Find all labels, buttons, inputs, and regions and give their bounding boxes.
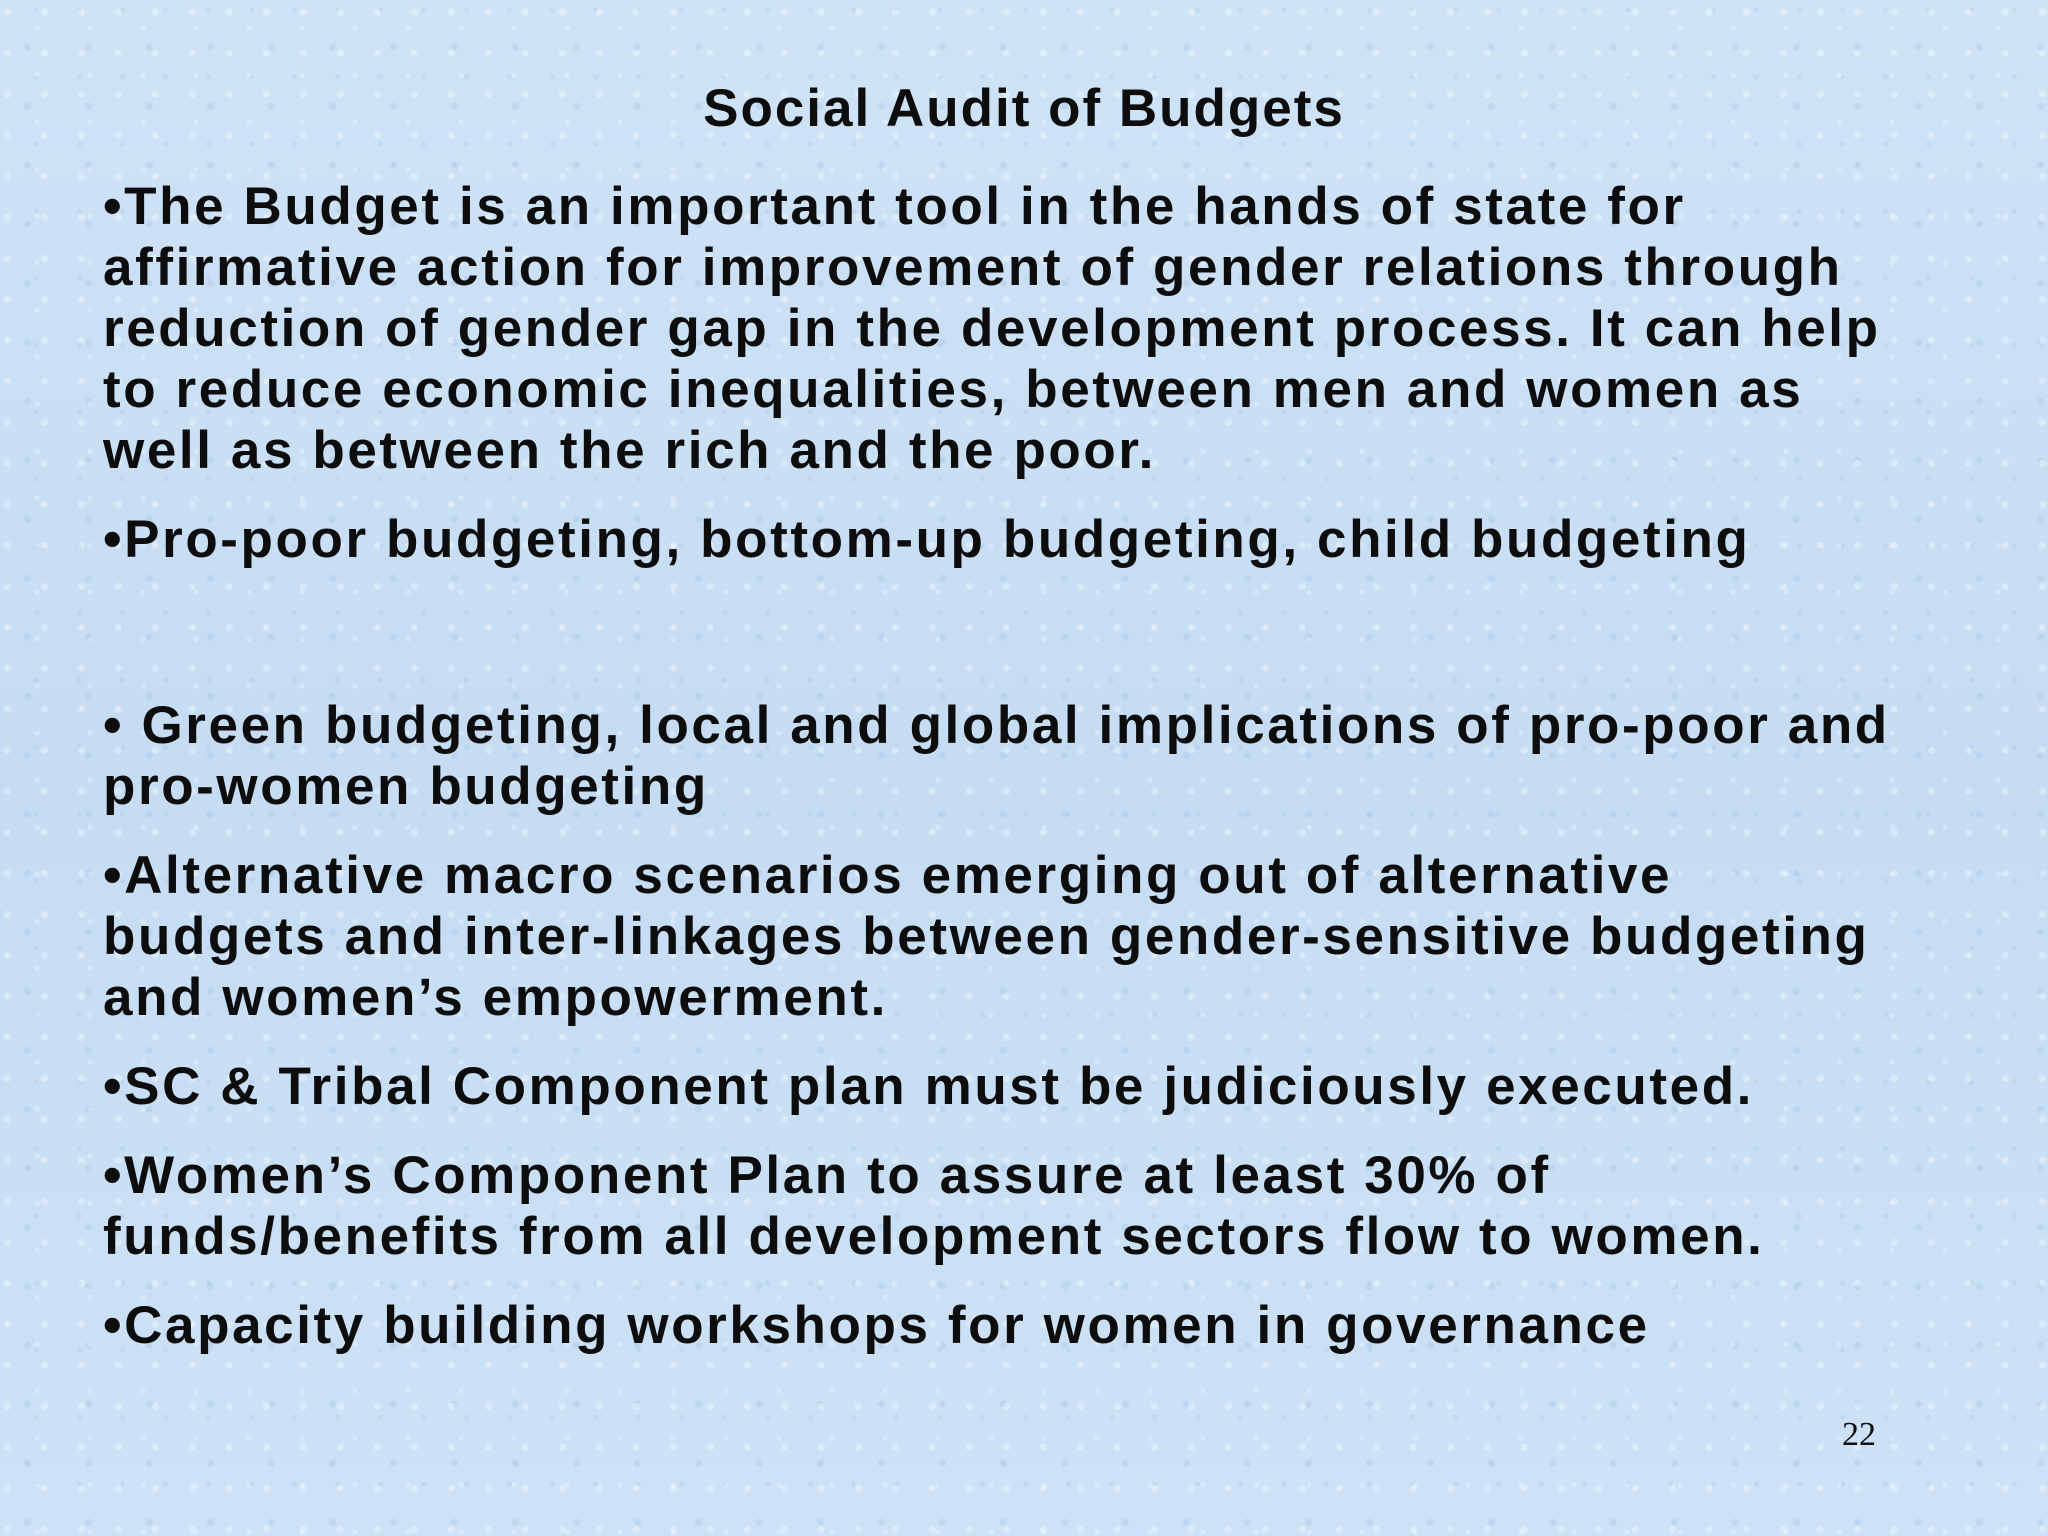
slide-title: Social Audit of Budgets [703, 79, 1345, 138]
bullet-line: •Capacity building workshops for women in governance [103, 1296, 1650, 1355]
bullet-capacity-building [103, 1295, 2028, 1356]
bullet-sc-tribal [103, 1056, 2028, 1117]
bullet-line: •Alternative macro scenarios emerging out of alternative [103, 846, 1673, 905]
bullet-line: •The Budget is an important tool in the hands of state for [103, 177, 1686, 236]
bullet-line: budgets and inter-linkages between gender-sensitive budgeting [103, 907, 1870, 966]
bullet-green-budgeting [103, 695, 2028, 817]
page-number: 22 [1842, 1416, 1876, 1453]
bullet-alternative-macro [103, 845, 2028, 1028]
bullet-line: affirmative action for improvement of gender relations through [103, 238, 1843, 297]
bullet-line: well as between the rich and the poor. [103, 421, 1157, 480]
bullet-line: to reduce economic inequalities, between men and women as [103, 360, 1804, 419]
bullet-line: and women’s empowerment. [103, 968, 888, 1027]
bullet-womens-component [103, 1145, 2028, 1267]
bullet-line: •Women’s Component Plan to assure at least 30% of [103, 1146, 1551, 1205]
bullet-pro-poor [103, 509, 2028, 570]
bullet-line: •SC & Tribal Component plan must be judiciously executed. [103, 1057, 1754, 1116]
bullet-line: •Pro-poor budgeting, bottom-up budgeting, child budgeting [103, 510, 1751, 569]
bullet-line: reduction of gender gap in the development process. It can help [103, 299, 1881, 358]
bullet-budget-tool [103, 176, 2028, 481]
bullet-line: • Green budgeting, local and global implications of pro-poor and [103, 696, 1890, 755]
bullet-list [103, 176, 2028, 1356]
bullet-line: pro-women budgeting [103, 757, 709, 816]
bullet-line: funds/benefits from all development sectors flow to women. [103, 1207, 1765, 1266]
